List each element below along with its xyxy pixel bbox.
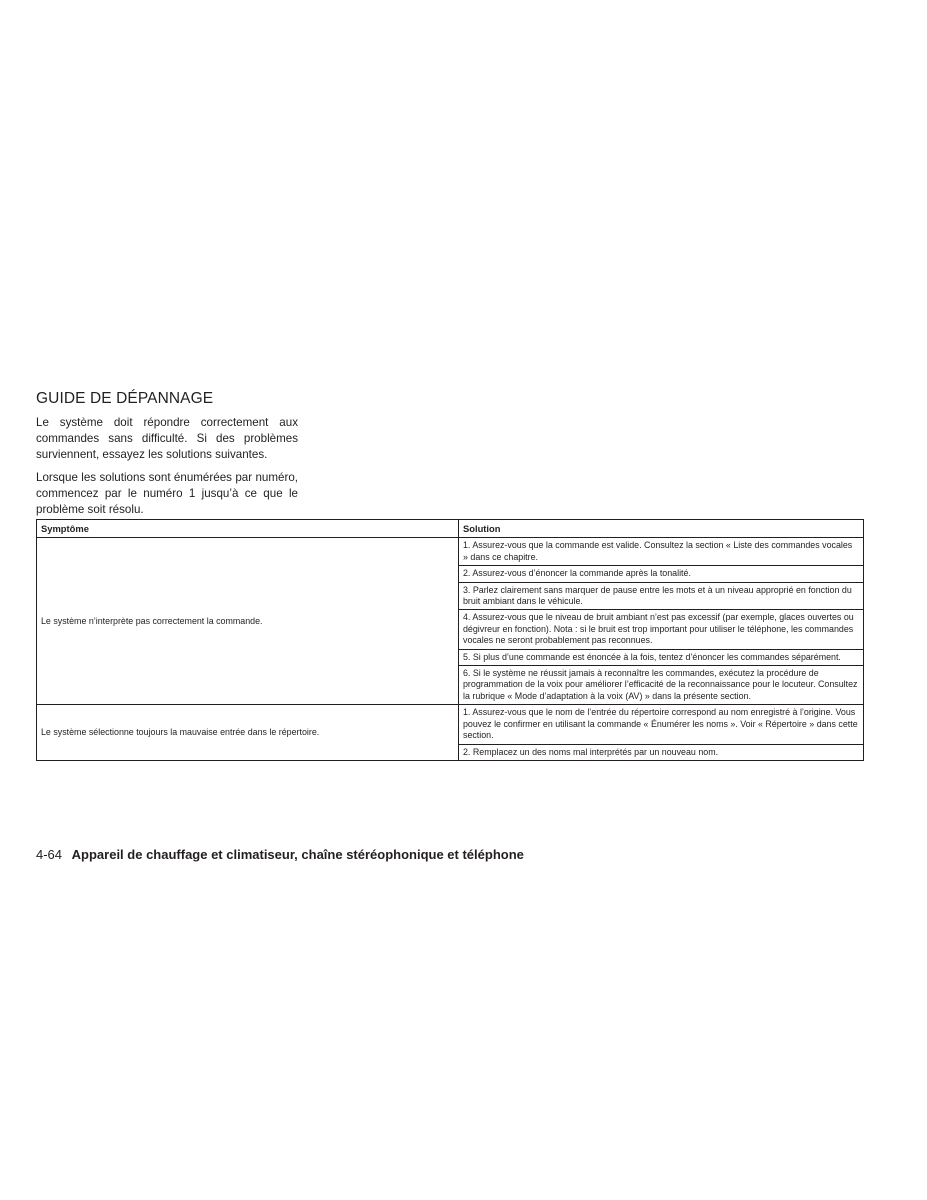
solution-cell: 6. Si le système ne réussit jamais à reconnaître les commandes, exécutez la procédure de programmation de la voix pour améliorer l’efficacité de la reconnaissance pour le locuteur. Consultez la rubrique « Mode d’adaptation à la voix (AV) » dans la présente section. (459, 666, 864, 705)
solution-cell: 3. Parlez clairement sans marquer de pause entre les mots et à un niveau approprié en fonction du bruit ambiant dans le véhicule. (459, 582, 864, 610)
symptom-cell: Le système n’interprète pas correctement la commande. (37, 538, 459, 705)
symptom-cell: Le système sélectionne toujours la mauvaise entrée dans le répertoire. (37, 705, 459, 761)
table-header-row (37, 520, 864, 538)
solution-cell: 5. Si plus d’une commande est énoncée à la fois, tentez d’énoncer les commandes séparément. (459, 649, 864, 665)
solution-cell: 2. Remplacez un des noms mal interprétés par un nouveau nom. (459, 744, 864, 760)
intro-text (36, 415, 298, 524)
page-number: 4-64 (36, 847, 63, 862)
solution-cell: 2. Assurez-vous d’énoncer la commande après la tonalité. (459, 566, 864, 582)
solution-cell: 4. Assurez-vous que le niveau de bruit ambiant n’est pas excessif (par exemple, glaces ouvertes ou dégivreur en fonction). Nota : si le bruit est trop important pour utiliser le téléphone, les commandes vocales ne seront probablement pas reconnues. (459, 610, 864, 649)
intro-paragraph: Le système doit répondre correctement aux commandes sans difficulté. Si des problèmes surviennent, essayez les solutions suivantes. (36, 416, 298, 462)
chapter-title: Appareil de chauffage et climatiseur, chaîne stéréophonique et téléphone (71, 847, 524, 862)
table-row (37, 705, 864, 744)
page-footer (36, 847, 524, 862)
header-solution: Solution (459, 520, 864, 538)
solution-cell: 1. Assurez-vous que la commande est valide. Consultez la section « Liste des commandes vocales » dans ce chapitre. (459, 538, 864, 566)
header-symptom: Symptôme (37, 520, 459, 538)
solution-cell: 1. Assurez-vous que le nom de l’entrée du répertoire correspond au nom enregistré à l’origine. Vous pouvez le confirmer en utilisant la commande « Énumérer les noms ». Voir « Répertoire » dans cette section. (459, 705, 864, 744)
section-title: GUIDE DE DÉPANNAGE (36, 390, 214, 407)
intro-paragraph: Lorsque les solutions sont énumérées par numéro, commencez par le numéro 1 jusqu’à ce que le problème soit résolu. (36, 470, 298, 517)
table-row (37, 538, 864, 566)
troubleshooting-table (36, 519, 864, 761)
